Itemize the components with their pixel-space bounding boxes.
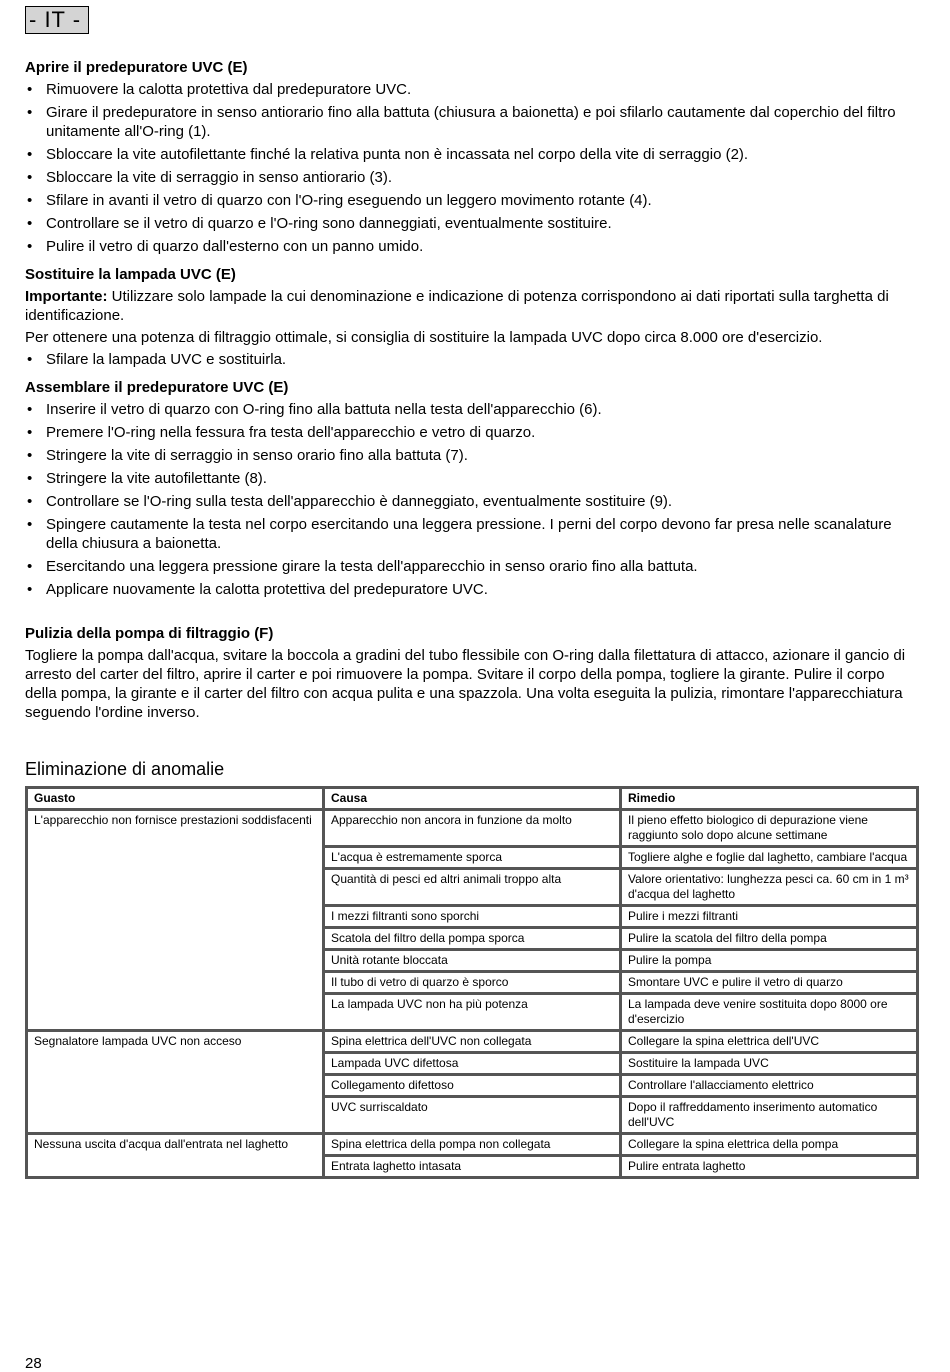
paragraph: Per ottenere una potenza di filtraggio ottimale, si consiglia di sostituire la lampada UVC dopo circa 8.000 ore d'esercizio. [25,329,823,346]
bullet-list [25,80,913,256]
list-item: • Inserire il vetro di quarzo con O-ring fino alla battuta nella testa dell'apparecchio (6). [25,400,913,419]
cause-cell: Collegamento difettoso [325,1076,619,1095]
section-replace-lamp [25,265,913,369]
table-row [28,1135,916,1154]
remedy-cell: Pulire la scatola del filtro della pompa [622,929,916,948]
cause-cell: Entrata laghetto intasata [325,1157,619,1176]
section-title: Pulizia della pompa di filtraggio (F) [25,625,274,642]
list-item: • Stringere la vite di serraggio in senso orario fino alla battuta (7). [25,446,913,465]
remedy-cell: Il pieno effetto biologico di depurazione viene raggiunto solo dopo alcune settimane [622,811,916,845]
cause-cell: Il tubo di vetro di quarzo è sporco [325,973,619,992]
header-cause: Causa [325,789,619,808]
list-item: • Controllare se il vetro di quarzo e l'O-ring sono danneggiati, eventualmente sostituire. [25,214,913,233]
list-item: • Applicare nuovamente la calotta protettiva del predepuratore UVC. [25,580,913,599]
list-item: • Spingere cautamente la testa nel corpo esercitando una leggera pressione. I perni del corpo devono far presa nelle scanalature della chiusura a baionetta. [25,515,913,553]
bullet-list [25,400,913,599]
fault-cell: L'apparecchio non fornisce prestazioni soddisfacenti [28,811,322,1029]
remedy-cell: Togliere alghe e foglie dal laghetto, cambiare l'acqua [622,848,916,867]
remedy-cell: Controllare l'allacciamento elettrico [622,1076,916,1095]
cause-cell: I mezzi filtranti sono sporchi [325,907,619,926]
cause-cell: Spina elettrica dell'UVC non collegata [325,1032,619,1051]
remedy-cell: Valore orientativo: lunghezza pesci ca. 60 cm in 1 m³ d'acqua del laghetto [622,870,916,904]
language-tag: - IT - [25,6,89,34]
header-remedy: Rimedio [622,789,916,808]
section-title: Aprire il predepuratore UVC (E) [25,59,248,76]
important-note [25,287,913,325]
remedy-cell: La lampada deve venire sostituita dopo 8000 ore d'esercizio [622,995,916,1029]
paragraph: Togliere la pompa dall'acqua, svitare la boccola a gradini del tubo flessibile con O-ring dalla filettatura di attacco, azionare il gancio di arresto del carter del filtro, aprire il carter e poi rimuovere la pompa. Svitare il corpo della pompa, togliere la girante. Pulire il corpo della pompa, la girante e il carter del filtro con acqua pulita e una spazzola. Una volta eseguita la pulizia, rimontare l'apparecchiatura seguendo l'ordine inverso. [25,647,906,721]
remedy-cell: Pulire i mezzi filtranti [622,907,916,926]
remedy-cell: Pulire la pompa [622,951,916,970]
cause-cell: Lampada UVC difettosa [325,1054,619,1073]
header-fault: Guasto [28,789,322,808]
remedy-cell: Smontare UVC e pulire il vetro di quarzo [622,973,916,992]
troubleshooting-title: Eliminazione di anomalie [25,759,225,779]
list-item: • Premere l'O-ring nella fessura fra testa dell'apparecchio e vetro di quarzo. [25,423,913,442]
list-item: • Girare il predepuratore in senso antiorario fino alla battuta (chiusura a baionetta) e poi sfilarlo cautamente dal coperchio del filtro unitamente all'O-ring (1). [25,103,913,141]
fault-cell: Nessuna uscita d'acqua dall'entrata nel laghetto [28,1135,322,1176]
cause-cell: La lampada UVC non ha più potenza [325,995,619,1029]
cause-cell: Quantità di pesci ed altri animali troppo alta [325,870,619,904]
section-title: Sostituire la lampada UVC (E) [25,266,236,283]
cause-cell: L'acqua è estremamente sporca [325,848,619,867]
remedy-cell: Pulire entrata laghetto [622,1157,916,1176]
list-item: • Sbloccare la vite autofilettante finché la relativa punta non è incassata nel corpo della vite di serraggio (2). [25,145,913,164]
remedy-cell: Sostituire la lampada UVC [622,1054,916,1073]
cause-cell: Apparecchio non ancora in funzione da molto [325,811,619,845]
important-label: Importante: [25,288,108,305]
remedy-cell: Dopo il raffreddamento inserimento automatico dell'UVC [622,1098,916,1132]
fault-cell: Segnalatore lampada UVC non acceso [28,1032,322,1132]
cause-cell: Unità rotante bloccata [325,951,619,970]
important-text: Utilizzare solo lampade la cui denominazione e indicazione di potenza corrispondono ai dati riportati sulla targhetta di identificazione. [25,288,889,324]
list-item: • Sfilare la lampada UVC e sostituirla. [25,350,913,369]
section-pump-cleaning [25,624,913,722]
cause-cell: Scatola del filtro della pompa sporca [325,929,619,948]
bullet-list [25,350,913,369]
cause-cell: UVC surriscaldato [325,1098,619,1132]
list-item: • Sbloccare la vite di serraggio in senso antiorario (3). [25,168,913,187]
table-row [28,811,916,845]
list-item: • Controllare se l'O-ring sulla testa dell'apparecchio è danneggiato, eventualmente sostituire (9). [25,492,913,511]
remedy-cell: Collegare la spina elettrica dell'UVC [622,1032,916,1051]
cause-cell: Spina elettrica della pompa non collegata [325,1135,619,1154]
remedy-cell: Collegare la spina elettrica della pompa [622,1135,916,1154]
list-item: • Esercitando una leggera pressione girare la testa dell'apparecchio in senso orario fino alla battuta. [25,557,913,576]
troubleshooting-table [25,786,919,1179]
table-header-row [28,789,916,808]
list-item: • Stringere la vite autofilettante (8). [25,469,913,488]
table-row [28,1032,916,1051]
page-number: 28 [25,1355,42,1372]
section-open-uvc [25,58,913,256]
list-item: • Pulire il vetro di quarzo dall'esterno con un panno umido. [25,237,913,256]
page-content [25,58,913,1179]
section-title: Assemblare il predepuratore UVC (E) [25,379,289,396]
list-item: • Sfilare in avanti il vetro di quarzo con l'O-ring eseguendo un leggero movimento rotante (4). [25,191,913,210]
list-item: • Rimuovere la calotta protettiva dal predepuratore UVC. [25,80,913,99]
section-assemble-uvc [25,378,913,599]
